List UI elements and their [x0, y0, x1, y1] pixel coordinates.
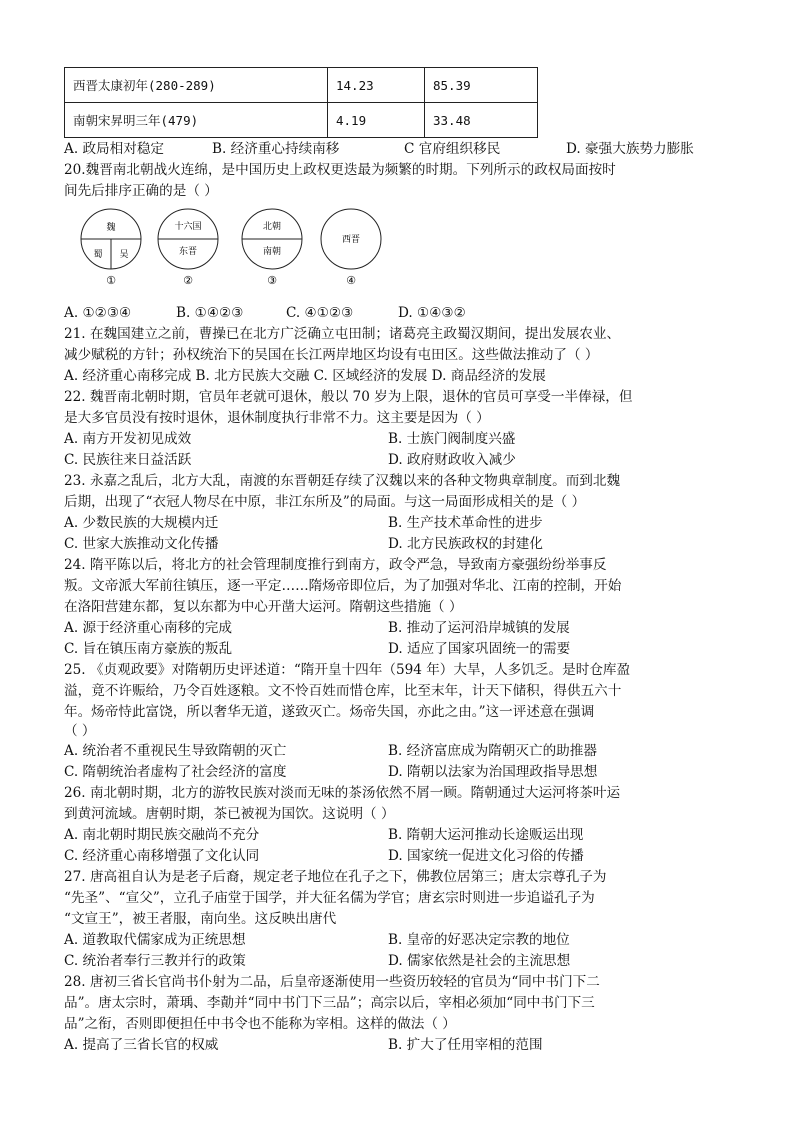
q24-stem-line1: 24. 隋平陈以后，将北方的社会管理制度推行到南方，政令严急，导致南方豪强纷纷举事反 [64, 557, 607, 573]
q25-stem-line1: 25. 《贞观政要》对隋朝历史评述道：“隋开皇十四年（594 年）大旱，人多饥乏。是时仓库盈 [64, 662, 631, 678]
q24-option-b: B. 推动了运河沿岸城镇的发展 [388, 620, 570, 636]
q24-option-d: D. 适应了国家巩固统一的需要 [388, 641, 571, 657]
q25-stem-line4: （ ） [64, 723, 96, 739]
q27-option-a: A. 道教取代儒家成为正统思想 [64, 932, 246, 948]
table-row [65, 103, 538, 138]
diagram3-bottom: 南朝 [262, 247, 282, 257]
diagram3-number: ③ [267, 274, 277, 287]
q22-option-d: D. 政府财政收入减少 [388, 452, 516, 468]
q25-stem-line3: 年。炀帝恃此富饶，所以奢华无道，遂致灭亡。炀帝失国，亦此之由。”这一评述意在强调 [64, 704, 595, 720]
q23-stem-line1: 23. 永嘉之乱后，北方大乱，南渡的东晋朝廷存续了汉魏以来的各种文物典章制度。而到北魏 [64, 473, 621, 489]
diagram2-bottom: 东晋 [178, 247, 198, 257]
table-row [65, 68, 538, 103]
q23-option-b: B. 生产技术革命性的进步 [388, 515, 543, 531]
q20-stem-line1: 20.魏晋南北朝战火连绵，是中国历史上政权更迭最为频繁的时期。下列所示的政权局面按时 [64, 162, 616, 178]
population-table [64, 67, 538, 138]
diagram2-top: 十六国 [174, 222, 202, 232]
q23-option-a: A. 少数民族的大规模内迁 [64, 515, 219, 531]
table-cell: 33.48 [425, 103, 538, 138]
q27-option-c: C. 统治者奉行三教并行的政策 [64, 953, 246, 969]
q28-stem-line1: 28. 唐初三省长官尚书仆射为二品，后皇帝逐渐使用一些资历较轻的官员为“同中书门下二 [64, 974, 600, 990]
q26-option-b: B. 隋朝大运河推动长途贩运出现 [388, 827, 584, 843]
diagram1-right: 吴 [119, 250, 129, 260]
q25-option-a: A. 统治者不重视民生导致隋朝的灭亡 [64, 743, 287, 759]
q20-option-a: A. ①②③④ [64, 305, 132, 321]
q19-option-c: C 官府组织移民 [404, 141, 501, 157]
table-cell: 西晋太康初年(280-289) [65, 68, 328, 103]
q20-option-c: C. ④①②③ [286, 305, 354, 321]
q21-stem-line2: 减少赋税的方针；孙权统治下的吴国在长江两岸地区均设有屯田区。这些做法推动了（ ） [64, 347, 599, 363]
q23-stem-line2: 后期，出现了“衣冠人物尽在中原，非江东所及”的局面。与这一局面形成相关的是（ ） [64, 494, 586, 510]
q22-option-b: B. 士族门阀制度兴盛 [388, 431, 516, 447]
diagram-sixteen-kingdoms [158, 209, 218, 287]
q26-option-d: D. 国家统一促进文化习俗的传播 [388, 848, 584, 864]
q28-option-a: A. 提高了三省长官的权威 [64, 1037, 219, 1053]
q21-options: A. 经济重心南移完成 B. 北方民族大交融 C. 区域经济的发展 D. 商品经济的发展 [64, 368, 546, 384]
q25-option-b: B. 经济富庶成为隋朝灭亡的助推器 [388, 743, 597, 759]
q25-option-d: D. 隋朝以法家为治国理政指导思想 [388, 764, 598, 780]
q26-stem-line1: 26. 南北朝时期，北方的游牧民族对淡而无味的茶汤依然不屑一顾。隋朝通过大运河将茶叶运 [64, 785, 621, 801]
q28-option-b: B. 扩大了任用宰相的范围 [388, 1037, 543, 1053]
q22-stem-line1: 22. 魏晋南北朝时期，官员年老就可退休，般以 70 岁为上限，退休的官员可享受一半俸禄，但 [64, 389, 633, 405]
diagram4-number: ④ [346, 274, 356, 287]
regime-diagrams [76, 207, 396, 289]
diagram1-number: ① [106, 274, 116, 287]
q25-stem-line2: 溢，竟不许赈给，乃令百姓逐粮。文不怜百姓而惜仓库，比至末年，计天下储积，得供五六十 [64, 683, 622, 699]
q27-option-b: B. 皇帝的好恶决定宗教的地位 [388, 932, 570, 948]
q23-option-d: D. 北方民族政权的封建化 [388, 536, 543, 552]
q24-stem-line2: 叛。文帝派大军前往镇压，逐一平定……隋炀帝即位后，为了加强对华北、江南的控制，开始 [64, 578, 622, 594]
diagram-wei-shu-wu [81, 209, 141, 287]
q28-stem-line3: 品”之衔，否则即便担任中书令也不能称为宰相。这样的做法（ ） [64, 1016, 456, 1032]
diagram-north-south [242, 209, 302, 287]
q24-option-a: A. 源于经济重心南移的完成 [64, 620, 232, 636]
q27-stem-line2: “先圣”、“宣父”，立孔子庙堂于国学，并大征名儒为学官；唐玄宗时则进一步追谥孔子为 [64, 890, 595, 906]
q24-stem-line3: 在洛阳营建东都，复以东都为中心开凿大运河。隋朝这些措施（ ） [64, 599, 463, 615]
q25-option-c: C. 隋朝统治者虚构了社会经济的富度 [64, 764, 287, 780]
q20-stem-line2: 间先后排序正确的是（ ） [64, 183, 218, 199]
q20-option-d: D. ①④③② [398, 305, 466, 321]
q22-option-c: C. 民族往来日益活跃 [64, 452, 192, 468]
q22-stem-line2: 是大多官员没有按时退休，退休制度执行非常不力。这主要是因为（ ） [64, 410, 490, 426]
q19-option-a: A. 政局相对稳定 [64, 141, 165, 157]
diagram2-number: ② [183, 274, 193, 287]
q26-stem-line2: 到黄河流域。唐朝时期，茶已被视为国饮。这说明（ ） [64, 806, 395, 822]
diagram3-top: 北朝 [262, 222, 282, 232]
table-cell: 14.23 [328, 68, 425, 103]
q23-option-c: C. 世家大族推动文化传播 [64, 536, 219, 552]
q22-option-a: A. 南方开发初见成效 [64, 431, 192, 447]
q26-option-a: A. 南北朝时期民族交融尚不充分 [64, 827, 260, 843]
diagram1-left: 蜀 [93, 250, 103, 260]
q27-stem-line1: 27. 唐高祖自认为是老子后裔，规定老子地位在孔子之下，佛教位居第三；唐太宗尊孔子为 [64, 869, 607, 885]
q24-option-c: C. 旨在镇压南方豪族的叛乱 [64, 641, 233, 657]
diagram-western-jin [321, 209, 381, 287]
q19-option-b: B. 经济重心持续南移 [212, 141, 340, 157]
table-cell: 4.19 [328, 103, 425, 138]
q20-option-b: B. ①④②③ [176, 305, 244, 321]
q27-option-d: D. 儒家依然是社会的主流思想 [388, 953, 571, 969]
q26-option-c: C. 经济重心南移增强了文化认同 [64, 848, 260, 864]
q19-option-d: D. 豪强大族势力膨胀 [566, 141, 694, 157]
table-cell: 85.39 [425, 68, 538, 103]
q28-stem-line2: 品”。唐太宗时，萧瑀、李勣并“同中书门下三品”；高宗以后，宰相必须加“同中书门下三 [64, 995, 595, 1011]
diagram4-center: 西晋 [341, 235, 361, 245]
diagram1-top: 魏 [106, 223, 116, 233]
q21-stem-line1: 21. 在魏国建立之前，曹操已在北方广泛确立屯田制；诸葛亮主政蜀汉期间，提出发展农业、 [64, 326, 621, 342]
table-cell: 南朝宋昇明三年(479) [65, 103, 328, 138]
q27-stem-line3: “文宣王”，被王者服，南向坐。这反映出唐代 [64, 911, 337, 927]
